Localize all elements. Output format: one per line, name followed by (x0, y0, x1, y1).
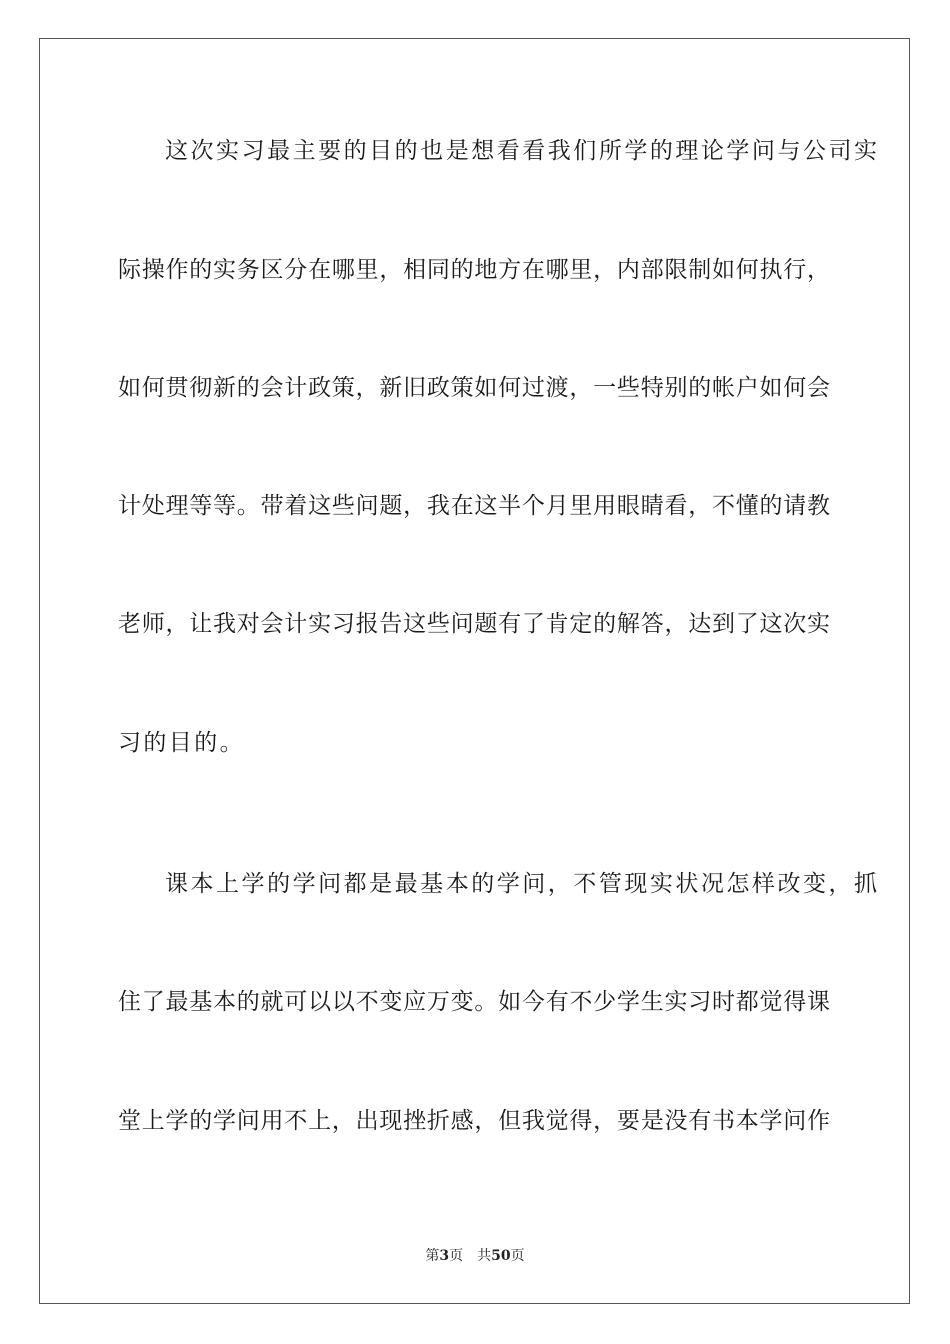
paragraph-1-line-5: 老师，让我对会计实习报告这些问题有了肯定的解答，达到了这次实 (118, 611, 830, 637)
total-suffix: 页 (510, 1248, 525, 1264)
page-number: 3 (439, 1248, 450, 1264)
paragraph-1-line-1: 这次实习最主要的目的也是想看看我们所学的理论学问与公司实 (165, 138, 877, 164)
paragraph-2-line-2: 住了最基本的就可以以不变应万变。如今有不少学生实习时都觉得课 (118, 989, 830, 1015)
paragraph-2-line-3: 堂上学的学问用不上，出现挫折感，但我觉得，要是没有书本学问作 (118, 1108, 830, 1134)
paragraph-1-line-6: 习的目的。 (118, 730, 245, 756)
paragraph-2-line-1: 课本上学的学问都是最基本的学问，不管现实状况怎样改变，抓 (165, 871, 877, 897)
paragraph-1-line-2: 际操作的实务区分在哪里，相同的地方在哪里，内部限制如何执行， (118, 257, 830, 283)
page-suffix: 页 (449, 1248, 464, 1264)
total-pages: 50 (491, 1248, 511, 1264)
page-footer (0, 1247, 950, 1265)
total-prefix: 共 (477, 1248, 492, 1264)
page-prefix: 第 (425, 1248, 440, 1264)
paragraph-1-line-4: 计处理等等。带着这些问题，我在这半个月里用眼睛看，不懂的请教 (118, 493, 830, 519)
paragraph-1-line-3: 如何贯彻新的会计政策，新旧政策如何过渡，一些特别的帐户如何会 (118, 375, 830, 401)
